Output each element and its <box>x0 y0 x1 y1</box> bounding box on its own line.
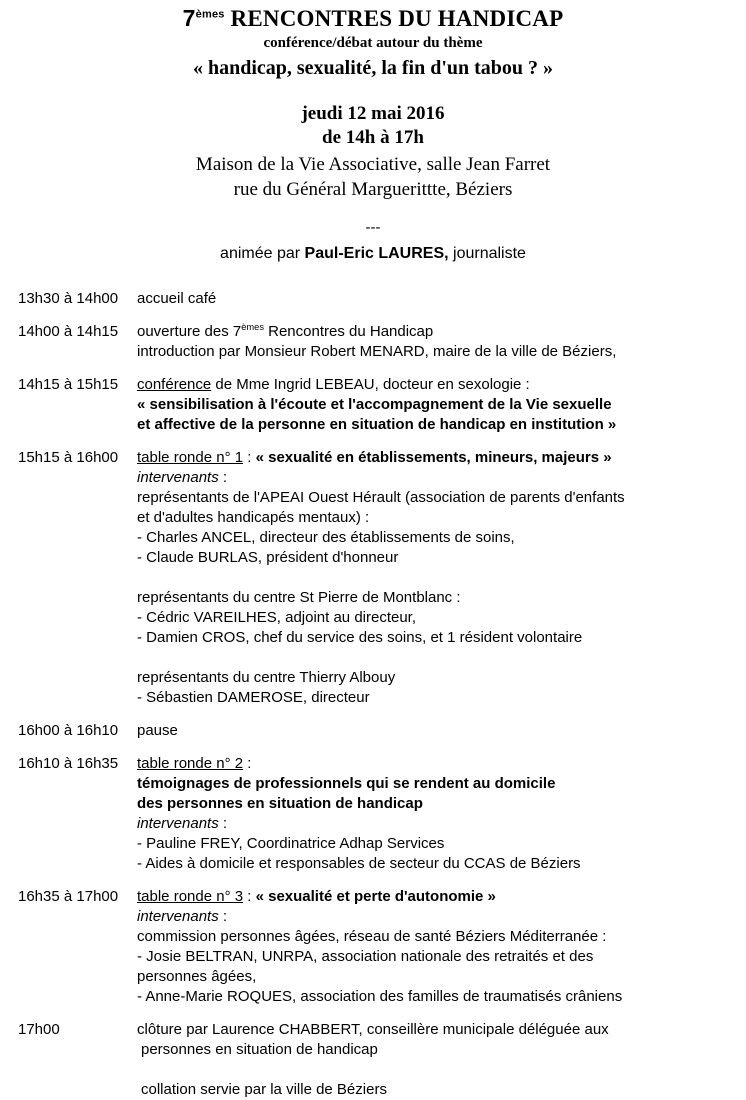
schedule-line <box>137 814 686 834</box>
schedule-line-part: : <box>218 907 228 925</box>
host-suffix: journaliste <box>448 244 526 262</box>
flyer-header <box>0 0 746 80</box>
schedule-line: représentants du centre St Pierre de Montblanc : <box>137 588 461 606</box>
schedule-line <box>137 375 686 395</box>
schedule-row <box>0 887 746 1007</box>
schedule-line <box>137 774 686 794</box>
event-date: jeudi 12 mai 2016 <box>301 102 445 124</box>
schedule-line: - Pauline FREY, Coordinatrice Adhap Services <box>137 834 445 852</box>
schedule-line: - Claude BURLAS, président d'honneur <box>137 548 399 566</box>
schedule-time: 17h00 <box>18 1020 60 1038</box>
schedule-line: - Cédric VAREILHES, adjoint au directeur, <box>137 608 417 626</box>
schedule-line: représentants de l'APEAI Ouest Hérault (association de parents d'enfants <box>137 488 625 506</box>
schedule-row <box>0 289 746 309</box>
schedule-time: 13h30 à 14h00 <box>18 289 119 307</box>
schedule-time: 16h00 à 16h10 <box>18 721 119 739</box>
divider-dashes: --- <box>365 218 381 236</box>
table-ronde-1-title: « sexualité en établissements, mineurs, majeurs » <box>255 448 612 466</box>
schedule-line: - Aides à domicile et responsables de secteur du CCAS de Béziers <box>137 854 581 872</box>
schedule-row <box>0 721 746 741</box>
intervenants-label: intervenants <box>137 468 219 486</box>
schedule-row <box>0 1020 746 1100</box>
event-date-block <box>0 80 746 150</box>
intervenants-label: intervenants <box>137 907 219 925</box>
schedule-line: pause <box>137 721 178 739</box>
schedule-content <box>137 448 746 708</box>
schedule-list <box>0 289 746 1100</box>
host-line <box>0 235 746 263</box>
schedule-line-part: : <box>243 448 256 466</box>
host-name: Paul-Eric LAURES, <box>304 244 449 262</box>
conference-title-line2: et affective de la personne en situation de handicap en institution » <box>137 415 617 433</box>
schedule-line: - Anne-Marie ROQUES, association des familles de traumatisés crâniens <box>137 987 623 1005</box>
schedule-content <box>137 375 746 435</box>
schedule-line-part: de Mme Ingrid LEBEAU, docteur en sexologie : <box>211 375 530 393</box>
schedule-row <box>0 754 746 874</box>
table-ronde-1-label: table ronde n° 1 <box>137 448 244 466</box>
schedule-line: personnes en situation de handicap <box>141 1040 378 1058</box>
table-ronde-3-label: table ronde n° 3 <box>137 887 244 905</box>
conference-title-line1: « sensibilisation à l'écoute et l'accompagnement de la Vie sexuelle <box>137 395 612 413</box>
schedule-line <box>137 395 686 415</box>
schedule-content <box>137 289 746 309</box>
schedule-line <box>137 887 712 907</box>
schedule-line-part: : <box>243 754 252 772</box>
intervenants-label: intervenants <box>137 814 219 832</box>
schedule-content <box>137 754 746 874</box>
page-theme: « handicap, sexualité, la fin d'un tabou ? » <box>192 56 554 79</box>
event-time-range: de 14h à 17h <box>322 126 424 148</box>
schedule-line: - Charles ANCEL, directeur des établissements de soins, <box>137 528 515 546</box>
schedule-line-part: : <box>243 887 256 905</box>
conference-label: conférence <box>137 375 212 393</box>
schedule-time: 15h15 à 16h00 <box>18 448 119 466</box>
schedule-line: personnes âgées, <box>137 967 257 985</box>
event-venue-block <box>0 149 746 202</box>
table-ronde-3-title: « sexualité et perte d'autonomie » <box>255 887 496 905</box>
schedule-line <box>137 468 686 488</box>
schedule-line: commission personnes âgées, réseau de santé Béziers Méditerranée : <box>137 927 607 945</box>
schedule-line <box>137 322 686 342</box>
schedule-time: 14h00 à 14h15 <box>18 322 119 340</box>
schedule-line: et d'adultes handicapés mentaux) : <box>137 508 370 526</box>
schedule-line <box>137 907 712 927</box>
page-subtitle: conférence/débat autour du thème <box>263 35 483 52</box>
schedule-line-part: : <box>218 814 228 832</box>
edition-number-suffix: èmes <box>241 321 264 332</box>
venue-address: rue du Général Marguerittte, Béziers <box>233 179 513 201</box>
schedule-line: introduction par Monsieur Robert MENARD, maire de la ville de Béziers, <box>137 342 617 360</box>
table-ronde-2-label: table ronde n° 2 <box>137 754 244 772</box>
schedule-row <box>0 448 746 708</box>
schedule-line <box>137 754 686 774</box>
schedule-line: accueil café <box>137 289 217 307</box>
schedule-content <box>137 721 746 741</box>
schedule-line-part: Rencontres du Handicap <box>263 322 434 340</box>
schedule-row <box>0 375 746 435</box>
table-ronde-2-title-line2: des personnes en situation de handicap <box>137 794 423 812</box>
schedule-line: clôture par Laurence CHABBERT, conseillère municipale déléguée aux <box>137 1020 609 1038</box>
schedule-content <box>137 1020 746 1100</box>
schedule-line <box>137 415 686 435</box>
schedule-line <box>137 448 686 468</box>
schedule-time: 16h35 à 17h00 <box>18 887 119 905</box>
schedule-line: - Sébastien DAMEROSE, directeur <box>137 688 370 706</box>
schedule-time: 14h15 à 15h15 <box>18 375 119 393</box>
schedule-time: 16h10 à 16h35 <box>18 754 119 772</box>
schedule-line: - Damien CROS, chef du service des soins, et 1 résident volontaire <box>137 628 583 646</box>
schedule-line <box>137 794 686 814</box>
schedule-line-part: ouverture des 7 <box>137 322 242 340</box>
schedule-line: représentants du centre Thierry Albouy <box>137 668 396 686</box>
schedule-content <box>137 887 746 1007</box>
schedule-line-part: : <box>218 468 228 486</box>
schedule-line: collation servie par la ville de Béziers <box>141 1080 387 1098</box>
table-ronde-2-title-line1: témoignages de professionnels qui se rendent au domicile <box>137 774 556 792</box>
page-title <box>0 0 746 31</box>
edition-number-suffix: èmes <box>195 8 225 21</box>
edition-number <box>183 5 225 31</box>
venue-name: Maison de la Vie Associative, salle Jean Farret <box>195 154 551 176</box>
schedule-row <box>0 322 746 362</box>
schedule-content <box>137 322 746 362</box>
page-title-text: RENCONTRES DU HANDICAP <box>230 6 564 31</box>
host-prefix: animée par <box>220 244 305 262</box>
schedule-line: - Josie BELTRAN, UNRPA, association nationale des retraités et des <box>137 947 594 965</box>
edition-number-value: 7 <box>182 5 196 31</box>
